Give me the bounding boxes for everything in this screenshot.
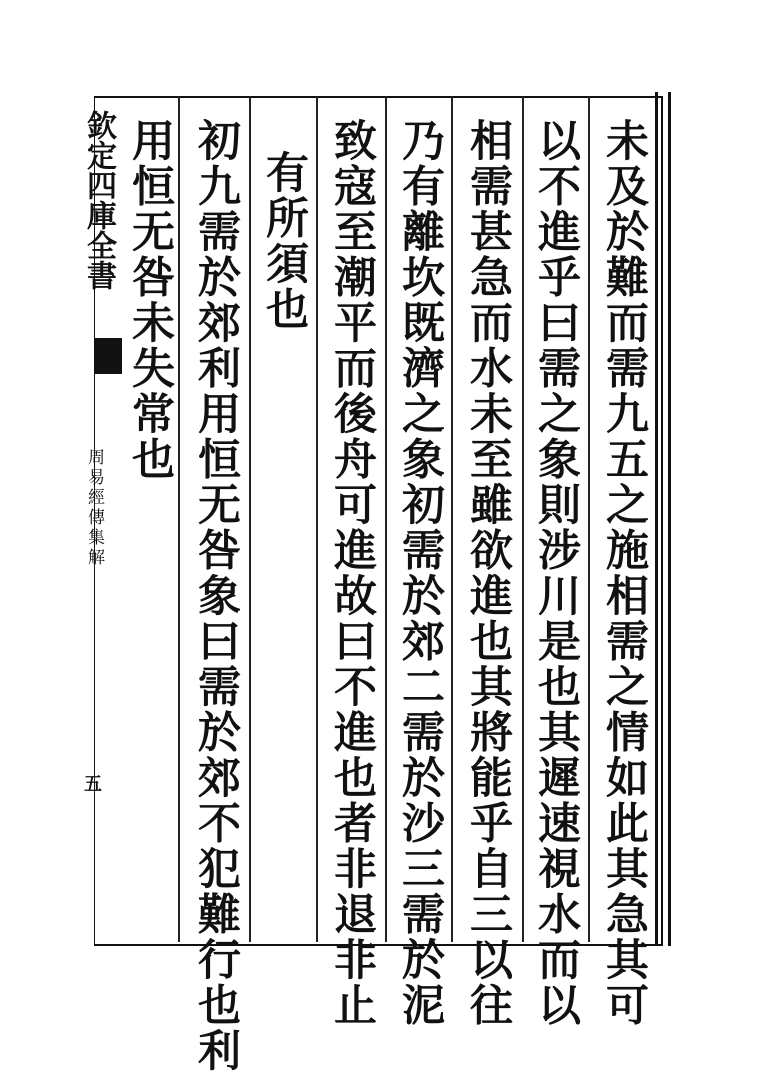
text-column-8: 用恒无咎未失常也 bbox=[125, 118, 175, 482]
fish-tail-mark bbox=[94, 338, 122, 374]
column-rule bbox=[588, 96, 590, 942]
column-rule bbox=[451, 96, 453, 942]
column-rule bbox=[522, 96, 524, 942]
margin-column bbox=[72, 96, 122, 942]
text-column-2: 以不進乎曰需之象則涉川是也其遲速視水而以 bbox=[531, 118, 581, 1028]
margin-book-title: 周易經傳集解 bbox=[84, 448, 104, 568]
margin-title: 欽定四庫全書 bbox=[81, 110, 116, 290]
text-column-4: 乃有離坎既濟之象初需於郊二需於沙三需於泥 bbox=[395, 118, 445, 1028]
margin-page-number: 五 bbox=[84, 774, 102, 795]
column-rule bbox=[178, 96, 180, 942]
text-column-1: 未及於難而需九五之施相需之情如此其急其可 bbox=[599, 118, 649, 1028]
text-column-5: 致寇至潮平而後舟可進故曰不進也者非退非止 bbox=[327, 118, 377, 1028]
text-column-3: 相需甚急而水未至雖欲進也其將能乎自三以往 bbox=[463, 118, 513, 1028]
outer-border-right bbox=[655, 92, 671, 946]
text-column-6: 有所須也 bbox=[259, 150, 309, 332]
column-rule bbox=[316, 96, 318, 942]
column-rule bbox=[249, 96, 251, 942]
text-column-7: 初九需於郊利用恒无咎象曰需於郊不犯難行也利 bbox=[191, 118, 241, 1074]
column-rule bbox=[385, 96, 387, 942]
